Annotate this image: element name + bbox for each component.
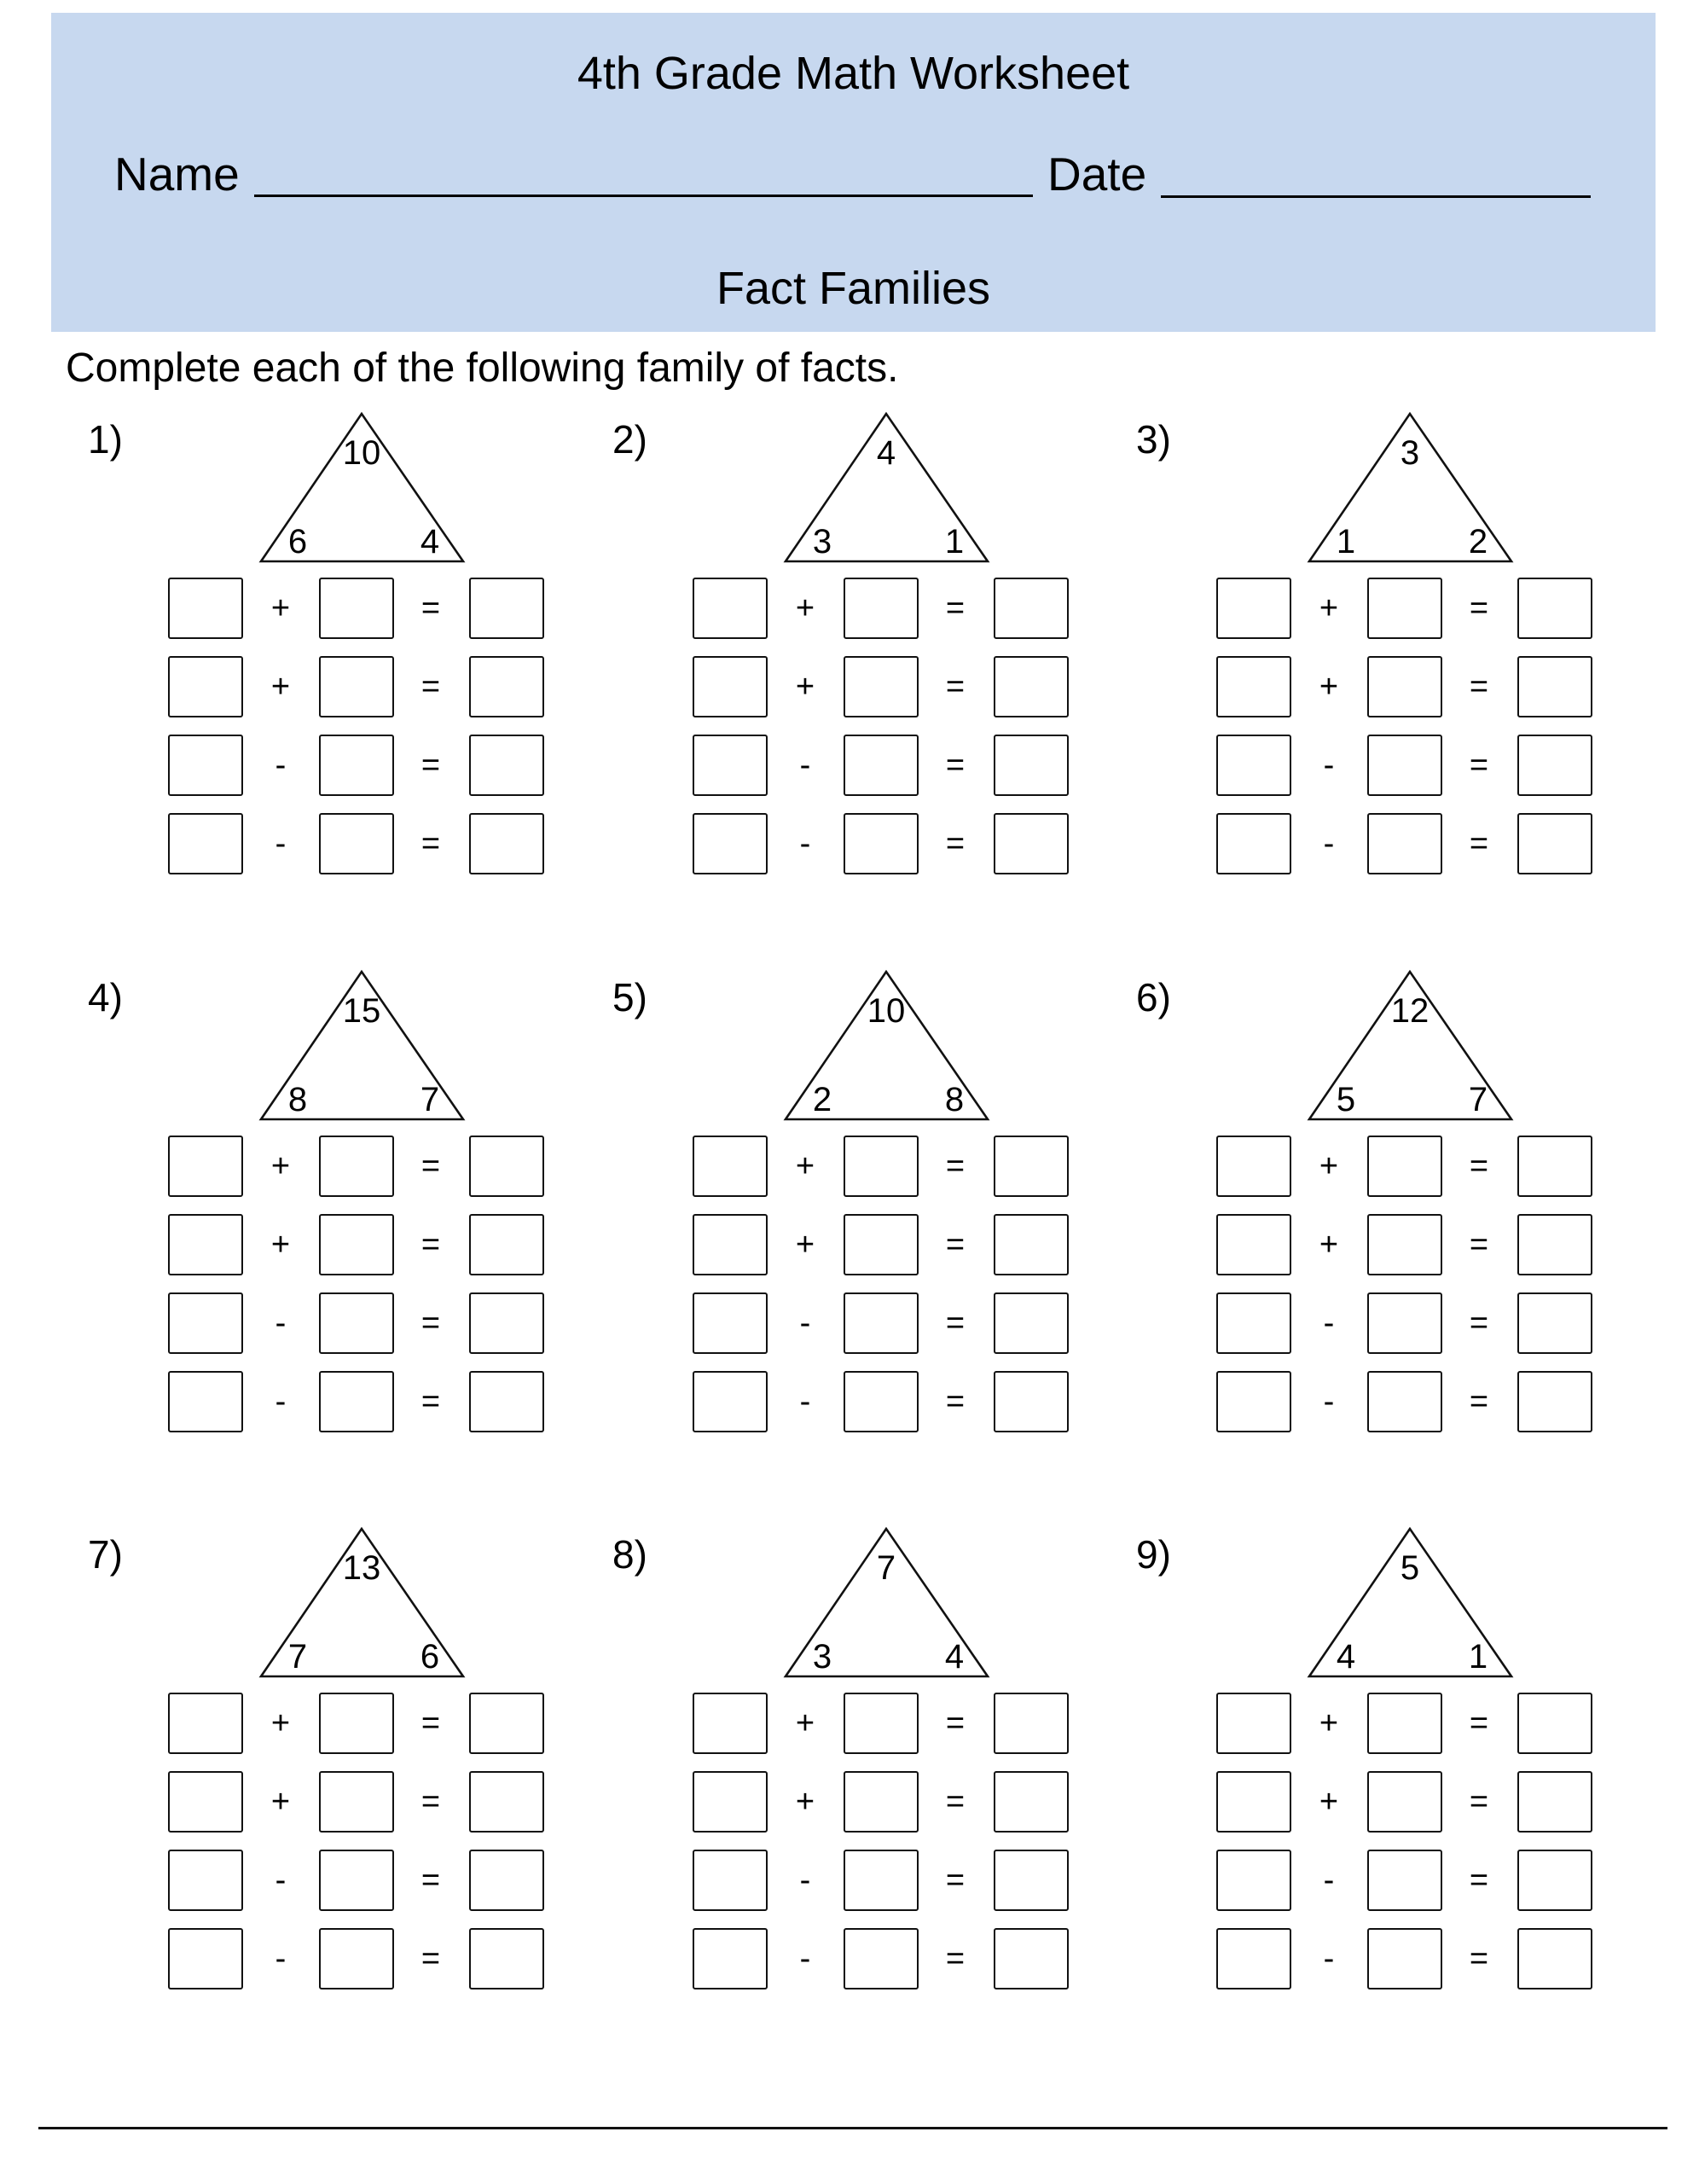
- equals-sign: =: [1469, 1148, 1489, 1184]
- answer-box-result[interactable]: [994, 1928, 1069, 1989]
- operator-sign: -: [275, 1305, 287, 1341]
- operator-sign: +: [795, 1148, 815, 1184]
- answer-box-first[interactable]: [168, 1850, 243, 1911]
- triangle-right-number: 6: [420, 1638, 440, 1676]
- answer-box-second[interactable]: [844, 1771, 919, 1833]
- equals-sign: =: [420, 1705, 441, 1741]
- answer-box-first[interactable]: [168, 1693, 243, 1754]
- operator-sign: +: [1319, 1784, 1339, 1820]
- equals-sign: =: [945, 669, 966, 705]
- equals-sign: =: [420, 826, 441, 862]
- equals-sign: =: [1469, 1862, 1489, 1898]
- answer-box-second[interactable]: [844, 1693, 919, 1754]
- operator-sign: -: [275, 747, 287, 783]
- answer-box-result[interactable]: [994, 1771, 1069, 1833]
- answer-box-first[interactable]: [693, 1850, 768, 1911]
- problem-number: 3): [1136, 417, 1171, 462]
- triangle-right-number: 8: [944, 1081, 965, 1118]
- operator-sign: +: [1319, 1148, 1339, 1184]
- equals-sign: =: [945, 1227, 966, 1263]
- triangle-left-number: 3: [812, 523, 832, 561]
- equals-sign: =: [1469, 1705, 1489, 1741]
- operator-sign: -: [1323, 1862, 1335, 1898]
- answer-box-result[interactable]: [469, 1928, 544, 1989]
- problem-number: 7): [88, 1532, 123, 1577]
- instructions: Complete each of the following family of facts.: [66, 346, 899, 391]
- worksheet-subtitle: Fact Families: [716, 263, 991, 314]
- equals-sign: =: [945, 1384, 966, 1420]
- fact-family-problem: [1048, 1115, 1560, 1977]
- answer-box-first[interactable]: [693, 1771, 768, 1833]
- answer-box-first[interactable]: [1216, 1693, 1291, 1754]
- operator-sign: -: [275, 1941, 287, 1977]
- equals-sign: =: [945, 826, 966, 862]
- operator-sign: -: [799, 826, 811, 862]
- answer-box-result[interactable]: [469, 1771, 544, 1833]
- equals-sign: =: [945, 1705, 966, 1741]
- triangle-top-number: 15: [342, 992, 381, 1030]
- worksheet-title: 4th Grade Math Worksheet: [577, 48, 1130, 99]
- fact-family-problem: [1048, 558, 1560, 1420]
- operator-sign: -: [799, 1862, 811, 1898]
- equals-sign: =: [420, 590, 441, 626]
- equals-sign: =: [1469, 1941, 1489, 1977]
- operator-sign: -: [1323, 1384, 1335, 1420]
- fact-family-problem: [525, 558, 1036, 1420]
- answer-box-result[interactable]: [1517, 1850, 1592, 1911]
- equals-sign: =: [1469, 1305, 1489, 1341]
- problem-number: 9): [1136, 1532, 1171, 1577]
- name-label: Name: [114, 148, 240, 200]
- answer-box-first[interactable]: [168, 1771, 243, 1833]
- equals-sign: =: [420, 1227, 441, 1263]
- equals-sign: =: [420, 1148, 441, 1184]
- answer-box-first[interactable]: [693, 1693, 768, 1754]
- triangle-right-number: 7: [1468, 1081, 1488, 1118]
- answer-box-second[interactable]: [844, 1928, 919, 1989]
- equals-sign: =: [420, 1384, 441, 1420]
- triangle-right-number: 2: [1468, 523, 1488, 561]
- operator-sign: +: [1319, 1705, 1339, 1741]
- equals-sign: =: [945, 1862, 966, 1898]
- fact-triangle-icon: [525, 558, 1036, 1155]
- fact-triangle-icon: [1048, 558, 1560, 1155]
- triangle-left-number: 1: [1336, 523, 1356, 561]
- operator-sign: +: [270, 1784, 291, 1820]
- operator-sign: +: [270, 1705, 291, 1741]
- equals-sign: =: [420, 1784, 441, 1820]
- operator-sign: +: [795, 669, 815, 705]
- answer-box-first[interactable]: [1216, 1928, 1291, 1989]
- equals-sign: =: [1469, 747, 1489, 783]
- equals-sign: =: [1469, 669, 1489, 705]
- problem-number: 4): [88, 975, 123, 1019]
- answer-box-result[interactable]: [1517, 1693, 1592, 1754]
- operator-sign: +: [795, 590, 815, 626]
- triangle-left-number: 8: [287, 1081, 308, 1118]
- answer-box-result[interactable]: [1517, 1771, 1592, 1833]
- operator-sign: -: [1323, 747, 1335, 783]
- triangle-left-number: 2: [812, 1081, 832, 1118]
- triangle-top-number: 13: [342, 1549, 381, 1587]
- triangle-right-number: 4: [420, 523, 440, 561]
- answer-box-result[interactable]: [469, 1850, 544, 1911]
- answer-box-second[interactable]: [319, 1771, 394, 1833]
- operator-sign: -: [799, 747, 811, 783]
- triangle-top-number: 12: [1390, 992, 1430, 1030]
- problem-number: 5): [612, 975, 647, 1019]
- answer-box-first[interactable]: [693, 1928, 768, 1989]
- operator-sign: -: [799, 1305, 811, 1341]
- equals-sign: =: [945, 1941, 966, 1977]
- equals-sign: =: [420, 669, 441, 705]
- operator-sign: +: [795, 1784, 815, 1820]
- equals-sign: =: [945, 747, 966, 783]
- operator-sign: -: [1323, 826, 1335, 862]
- operator-sign: -: [275, 1862, 287, 1898]
- fact-family-problem: [0, 1115, 512, 1977]
- fact-triangle-icon: [525, 0, 1036, 597]
- equals-sign: =: [1469, 1784, 1489, 1820]
- triangle-top-number: 10: [867, 992, 906, 1030]
- triangle-top-number: 5: [1400, 1549, 1420, 1587]
- triangle-left-number: 5: [1336, 1081, 1356, 1118]
- equals-sign: =: [420, 1305, 441, 1341]
- triangle-right-number: 1: [1468, 1638, 1488, 1676]
- operator-sign: +: [270, 669, 291, 705]
- operator-sign: +: [1319, 590, 1339, 626]
- footer-divider: [38, 2127, 1667, 2129]
- equals-sign: =: [945, 590, 966, 626]
- equals-sign: =: [945, 1784, 966, 1820]
- triangle-right-number: 4: [944, 1638, 965, 1676]
- answer-box-first[interactable]: [1216, 1850, 1291, 1911]
- fact-family-problem: [525, 1115, 1036, 1977]
- problem-number: 6): [1136, 975, 1171, 1019]
- answer-box-result[interactable]: [1517, 1928, 1592, 1989]
- fact-triangle-icon: [1048, 0, 1560, 597]
- answer-box-second[interactable]: [1367, 1693, 1442, 1754]
- answer-box-second[interactable]: [1367, 1771, 1442, 1833]
- fact-triangle-icon: [525, 1115, 1036, 1712]
- triangle-right-number: 1: [944, 523, 965, 561]
- answer-box-result[interactable]: [994, 1850, 1069, 1911]
- operator-sign: -: [799, 1941, 811, 1977]
- equals-sign: =: [1469, 590, 1489, 626]
- equals-sign: =: [945, 1148, 966, 1184]
- triangle-left-number: 3: [812, 1638, 832, 1676]
- fact-family-problem: [525, 0, 1036, 862]
- answer-box-first[interactable]: [168, 1928, 243, 1989]
- operator-sign: +: [1319, 1227, 1339, 1263]
- date-label: Date: [1047, 148, 1147, 200]
- fact-family-problem: [0, 0, 512, 862]
- equals-sign: =: [420, 747, 441, 783]
- operator-sign: -: [799, 1384, 811, 1420]
- triangle-top-number: 7: [876, 1549, 896, 1587]
- operator-sign: -: [1323, 1941, 1335, 1977]
- fact-triangle-icon: [0, 1115, 512, 1712]
- equals-sign: =: [420, 1862, 441, 1898]
- answer-box-second[interactable]: [1367, 1928, 1442, 1989]
- answer-box-second[interactable]: [1367, 1850, 1442, 1911]
- equals-sign: =: [1469, 1227, 1489, 1263]
- fact-family-problem: [1048, 0, 1560, 862]
- equals-sign: =: [1469, 1384, 1489, 1420]
- equals-sign: =: [945, 1305, 966, 1341]
- answer-box-second[interactable]: [844, 1850, 919, 1911]
- triangle-left-number: 7: [287, 1638, 308, 1676]
- operator-sign: +: [270, 590, 291, 626]
- operator-sign: +: [1319, 669, 1339, 705]
- answer-box-second[interactable]: [319, 1928, 394, 1989]
- operator-sign: +: [795, 1227, 815, 1263]
- triangle-top-number: 3: [1400, 434, 1420, 472]
- fact-triangle-icon: [0, 558, 512, 1155]
- problem-number: 8): [612, 1532, 647, 1577]
- operator-sign: -: [1323, 1305, 1335, 1341]
- operator-sign: -: [275, 826, 287, 862]
- equals-sign: =: [1469, 826, 1489, 862]
- operator-sign: +: [270, 1227, 291, 1263]
- triangle-left-number: 6: [287, 523, 308, 561]
- operator-sign: -: [275, 1384, 287, 1420]
- triangle-left-number: 4: [1336, 1638, 1356, 1676]
- equals-sign: =: [420, 1941, 441, 1977]
- answer-box-second[interactable]: [319, 1850, 394, 1911]
- problem-number: 2): [612, 417, 647, 462]
- answer-box-second[interactable]: [319, 1693, 394, 1754]
- triangle-top-number: 10: [342, 434, 381, 472]
- fact-family-problem: [0, 558, 512, 1420]
- operator-sign: +: [795, 1705, 815, 1741]
- triangle-right-number: 7: [420, 1081, 440, 1118]
- problem-number: 1): [88, 417, 123, 462]
- triangle-top-number: 4: [876, 434, 896, 472]
- fact-triangle-icon: [1048, 1115, 1560, 1712]
- operator-sign: +: [270, 1148, 291, 1184]
- fact-triangle-icon: [0, 0, 512, 597]
- answer-box-first[interactable]: [1216, 1771, 1291, 1833]
